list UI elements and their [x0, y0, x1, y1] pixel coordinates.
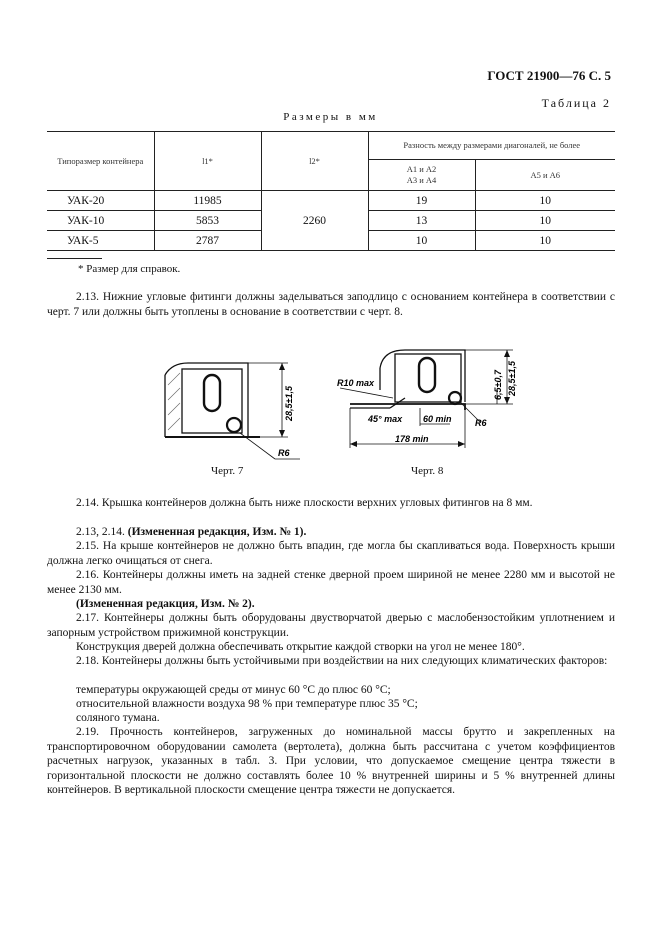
- col-header-diff: Разность между размерами диагоналей, не более: [368, 132, 615, 160]
- cell-a56: 10: [475, 231, 615, 251]
- cell-l2: 2260: [261, 191, 368, 251]
- col-header-a3: A3 и A4: [406, 175, 437, 185]
- col-header-a1-a4: [368, 160, 475, 191]
- cell-a56: 10: [475, 211, 615, 231]
- cell-type: УАК-5: [47, 231, 154, 251]
- cell-l1: 2787: [154, 231, 261, 251]
- cell-type: УАК-10: [47, 211, 154, 231]
- fig8-dim-60: 60 min: [423, 414, 452, 424]
- fig8-dim-285: 28,5±1,5: [507, 361, 517, 396]
- table-footnote: * Размер для справок.: [78, 263, 181, 275]
- fig8-dim-65: 6,5±0,7: [493, 370, 503, 400]
- paragraph-2-18: 2.18. Контейнеры должны быть устойчивыми при воздействии на них следующих климатических факторов:: [76, 655, 608, 667]
- paragraph-2-16: 2.16. Контейнеры должны иметь на задней стенке дверной проем шириной не менее 2280 мм и высотой не менее 2130 мм.: [47, 569, 615, 596]
- page-header: ГОСТ 21900—76 С. 5: [487, 68, 611, 83]
- paragraph-2-17: 2.17. Контейнеры должны быть оборудованы двустворчатой дверью с маслобензостойким уплотнением и запорным устройством прижимной конструкции.: [47, 612, 615, 639]
- paragraph-edit-1: [47, 525, 615, 540]
- cell-a12: 13: [368, 211, 475, 231]
- figure-8-drawing: [335, 340, 525, 458]
- figure-8-caption: Черт. 8: [411, 465, 444, 477]
- fig7-dim-radius: R6: [278, 448, 290, 458]
- cell-l1: 5853: [154, 211, 261, 231]
- cell-l1: 11985: [154, 191, 261, 211]
- figure-7-caption: Черт. 7: [211, 465, 244, 477]
- paragraph-2-19: 2.19. Прочность контейнеров, загруженных до номинальной массы брутто и закрепленных на транспортировочном оборудовании самолета (вертолета), должна быть рассчитана с учетом коэффициентов расчетных нагрузок, указанных в табл. 3. При условии, что допускаемое смещение центра тяжести в горизонтальной плоскости не должно составлять более 10 % внутренней ширины и 5 % внутренней длины контейнеров. В вертикальной плоскости смещение центра тяжести не допускается.: [47, 726, 615, 796]
- fig8-dim-r10: R10 max: [337, 378, 375, 388]
- edit-1-note: (Измененная редакция, Изм. № 1).: [127, 526, 307, 538]
- col-header-a5: A5 и A6: [475, 160, 615, 191]
- paragraph-2-18c: соляного тумана.: [76, 712, 160, 724]
- dimensions-table: [47, 131, 615, 251]
- paragraph-2-17b: Конструкция дверей должна обеспечивать открытие каждой створки на угол не менее 180°.: [76, 641, 525, 653]
- fig8-dim-r6: R6: [475, 418, 487, 428]
- edit-1-prefix: 2.13, 2.14.: [76, 526, 125, 538]
- col-header-l2: l2*: [261, 132, 368, 191]
- fig7-dim-height: 28,5±1,5: [284, 386, 294, 421]
- cell-a12: 19: [368, 191, 475, 211]
- footnote-separator: [47, 258, 102, 259]
- paragraph-2-18a: температуры окружающей среды от минус 60 °С до плюс 60 °С;: [76, 684, 391, 696]
- table-row: [47, 191, 615, 211]
- col-header-a1: A1 и A2: [406, 164, 437, 174]
- col-header-type: Типоразмер контейнера: [47, 132, 154, 191]
- paragraph-2-13: 2.13. Нижние угловые фитинги должны заделываться заподлицо с основанием контейнера в соответствии с черт. 7 или должны быть утоплены в основание в соответствии с черт. 8.: [47, 291, 615, 318]
- col-header-l1: l1*: [154, 132, 261, 191]
- cell-a56: 10: [475, 191, 615, 211]
- paragraph-2-15: 2.15. На крыше контейнеров не должно быть впадин, где могла бы скапливаться вода. Поверхность крыши должна легко очищаться от снега.: [47, 540, 615, 567]
- paragraph-2-18b: относительной влажности воздуха 98 % при температуре плюс 35 °С;: [76, 698, 418, 710]
- table-units: Размеры в мм: [283, 111, 378, 123]
- fig8-dim-angle: 45° max: [368, 414, 403, 424]
- cell-type: УАК-20: [47, 191, 154, 211]
- figure-7-drawing: [160, 355, 310, 465]
- table-number: Таблица 2: [541, 96, 611, 110]
- paragraph-edit-2: (Измененная редакция, Изм. № 2).: [76, 598, 255, 610]
- fig8-dim-178: 178 min: [395, 434, 429, 444]
- paragraph-2-14: 2.14. Крышка контейнеров должна быть ниже плоскости верхних угловых фитингов на 8 мм.: [76, 497, 533, 509]
- cell-a12: 10: [368, 231, 475, 251]
